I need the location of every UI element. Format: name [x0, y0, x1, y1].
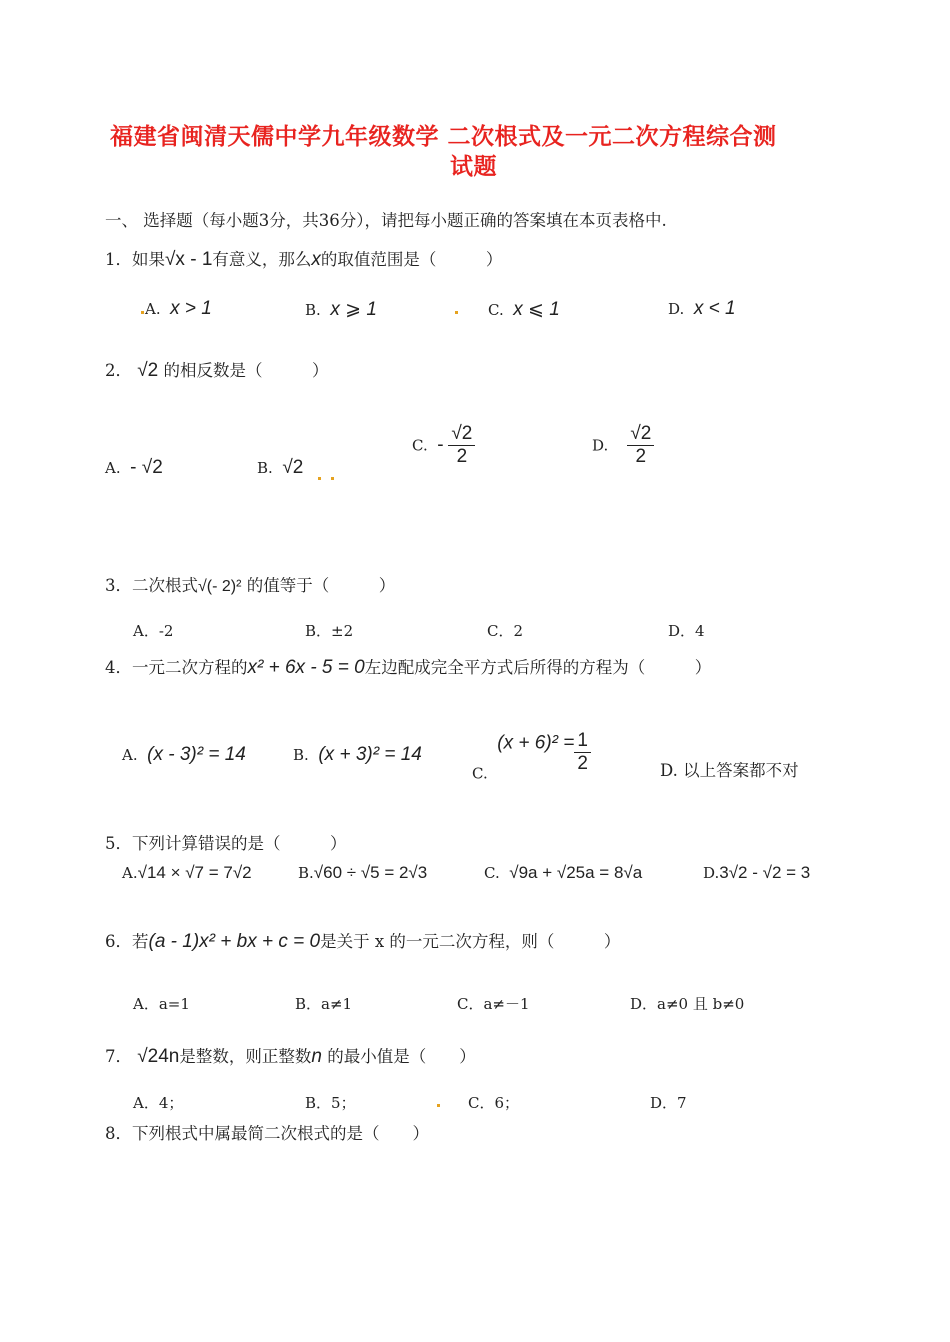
- option-label: D．: [630, 995, 658, 1013]
- option-label: A．: [133, 622, 159, 640]
- marker-dot: [455, 311, 458, 314]
- q2-option-d: [592, 423, 654, 468]
- option-expression: - √2: [130, 457, 163, 478]
- option-label: D．: [650, 1094, 678, 1112]
- question-text: 一元二次方程的: [132, 658, 248, 677]
- q7-option-d: [650, 1092, 687, 1113]
- option-label: B.: [298, 864, 314, 882]
- q7-option-a: [133, 1092, 183, 1113]
- fraction: [574, 730, 591, 775]
- option-label: B.: [293, 746, 309, 764]
- option-label: B.: [257, 459, 273, 477]
- q5-option-d: [703, 863, 810, 883]
- option-label: C．: [468, 1094, 495, 1112]
- question-4: [105, 654, 711, 679]
- option-label: A.: [122, 864, 138, 882]
- option-expression: 6；: [494, 1094, 520, 1112]
- option-label: A.: [122, 746, 138, 764]
- section-heading: 一、 选择题（每小题3分，共36分），请把每小题正确的答案填在本页表格中.: [105, 211, 667, 230]
- option-label: C．: [457, 995, 484, 1013]
- option-expression: a=1: [158, 995, 190, 1013]
- marker-dot: [437, 1104, 440, 1107]
- option-label: D.: [660, 761, 678, 780]
- q1-option-d: [668, 298, 736, 320]
- q7-option-c: [468, 1092, 519, 1113]
- q6-option-b: [295, 993, 352, 1014]
- option-label: C.: [472, 764, 488, 783]
- option-expression: a≠1: [321, 995, 353, 1013]
- q1-option-a: [145, 298, 212, 320]
- question-text: 有意义，那么: [212, 250, 312, 269]
- radical-expression: √24n: [137, 1046, 180, 1067]
- option-expression: x ⩾ 1: [330, 299, 377, 320]
- question-text: 如果: [132, 250, 165, 269]
- question-1: [105, 246, 502, 271]
- option-expression: a≠0 且 b≠0: [657, 995, 745, 1013]
- option-expression: ±2: [331, 622, 354, 640]
- option-label: B．: [305, 622, 332, 640]
- option-expression: 7: [677, 1094, 687, 1112]
- option-expression: 4: [695, 622, 705, 640]
- question-number: 6．: [105, 932, 132, 951]
- fraction: [627, 423, 654, 468]
- question-text: 的值等于（ ）: [246, 576, 396, 595]
- option-expression: (x + 3)² = 14: [318, 744, 422, 765]
- q4-option-a: [122, 744, 246, 766]
- equation: (a - 1)x² + bx + c = 0: [148, 931, 321, 952]
- option-expression: 3√2 - √2 = 3: [719, 863, 811, 882]
- question-8: [105, 1120, 429, 1144]
- variable: x: [311, 249, 321, 270]
- option-label: A．: [133, 1094, 159, 1112]
- q6-option-d: [630, 993, 744, 1014]
- option-label: D.: [668, 300, 685, 318]
- option-label: D.: [592, 436, 609, 455]
- page-title-line2: 试题: [450, 154, 497, 180]
- question-number: 8．: [105, 1124, 132, 1143]
- q3-option-b: [305, 620, 353, 641]
- radical-expression: √2: [137, 360, 159, 381]
- question-text: 下列计算错误的是（ ）: [132, 834, 347, 853]
- option-label: B．: [295, 995, 322, 1013]
- option-expression: √60 ÷ √5 = 2√3: [313, 863, 428, 882]
- fraction-numerator: √2: [627, 423, 654, 446]
- q2-option-c: [412, 423, 475, 468]
- question-number: 7．: [105, 1047, 132, 1066]
- option-expression: (x - 3)² = 14: [147, 744, 246, 765]
- question-7: [105, 1043, 476, 1068]
- marker-dot: [331, 477, 334, 480]
- option-expression: √9a + √25a = 8√a: [509, 863, 643, 882]
- option-label: A.: [105, 459, 121, 477]
- option-label: C.: [488, 301, 504, 319]
- q2-option-b: [257, 457, 303, 479]
- question-number: 2．: [105, 361, 132, 380]
- option-label: B．: [305, 1094, 332, 1112]
- q4-option-b: [293, 744, 422, 766]
- question-text: 若: [132, 932, 149, 951]
- marker-dot: [318, 477, 321, 480]
- q1-option-b: [305, 298, 377, 321]
- option-label: B.: [305, 301, 321, 319]
- option-expression: √2: [282, 457, 304, 478]
- option-label: D.: [703, 864, 720, 882]
- q2-option-a: [105, 457, 163, 479]
- question-number: 1．: [105, 250, 132, 269]
- question-number: 3．: [105, 576, 132, 595]
- option-expression: x ⩽ 1: [513, 299, 560, 320]
- page-title-line1: 福建省闽清天儒中学九年级数学 二次根式及一元二次方程综合测: [110, 124, 777, 150]
- fraction-numerator: 1: [574, 730, 591, 753]
- fraction: [448, 423, 475, 468]
- variable: n: [311, 1046, 322, 1067]
- q3-option-c: [487, 620, 523, 641]
- option-label: A.: [145, 300, 161, 318]
- option-expression: x > 1: [170, 298, 212, 319]
- option-expression: 2: [513, 622, 524, 640]
- option-expression: 5；: [331, 1094, 356, 1112]
- question-text: 的相反数是（ ）: [163, 361, 329, 380]
- option-expression: 以上答案都不对: [683, 761, 799, 780]
- question-text: 是整数，则正整数: [179, 1047, 312, 1066]
- question-number: 4．: [105, 658, 132, 677]
- option-expression: 4；: [158, 1094, 184, 1112]
- option-expression: a≠－1: [483, 995, 530, 1013]
- q3-option-a: [133, 620, 173, 641]
- option-expression: -2: [158, 622, 174, 640]
- fraction-denominator: 2: [456, 445, 468, 467]
- question-5: [105, 830, 347, 854]
- option-label: A．: [133, 995, 159, 1013]
- question-text: 左边配成完全平方式后所得的方程为（ ）: [364, 658, 712, 677]
- option-sign: -: [437, 434, 444, 456]
- option-expression: √14 × √7 = 7√2: [137, 863, 252, 882]
- marker-dot: [141, 311, 144, 314]
- option-label: C．: [487, 622, 514, 640]
- question-text: 的取值范围是（ ）: [320, 250, 503, 269]
- question-text: 二次根式: [132, 576, 198, 595]
- question-text: 是关于 x 的一元二次方程，则（ ）: [320, 932, 621, 951]
- option-label: C.: [412, 436, 428, 455]
- q4-option-d: [660, 757, 799, 781]
- option-expression: (x + 6)² =: [497, 732, 575, 754]
- question-text: 下列根式中属最简二次根式的是（ ）: [132, 1124, 429, 1143]
- radical-expression: √(- 2)²: [198, 578, 242, 595]
- q6-option-c: [457, 993, 530, 1014]
- q3-option-d: [668, 620, 705, 641]
- q5-option-b: [298, 863, 427, 883]
- option-expression: x < 1: [693, 298, 736, 319]
- option-label: C.: [484, 864, 500, 882]
- q5-option-c: [484, 863, 642, 883]
- question-6: [105, 928, 620, 953]
- q6-option-a: [133, 993, 190, 1014]
- q7-option-b: [305, 1092, 356, 1113]
- question-text: 的最小值是（ ）: [327, 1047, 476, 1066]
- equation: x² + 6x - 5 = 0: [247, 657, 365, 678]
- fraction-denominator: 2: [635, 445, 647, 467]
- radical-expression: √x - 1: [165, 249, 213, 270]
- fraction-numerator: √2: [448, 423, 475, 446]
- q1-option-c: [488, 298, 560, 321]
- q4-option-c: [472, 730, 591, 782]
- question-2: [105, 357, 329, 382]
- question-number: 5．: [105, 834, 132, 853]
- question-3: [105, 572, 395, 596]
- fraction-denominator: 2: [577, 752, 588, 774]
- q5-option-a: [122, 863, 252, 883]
- option-label: D．: [668, 622, 696, 640]
